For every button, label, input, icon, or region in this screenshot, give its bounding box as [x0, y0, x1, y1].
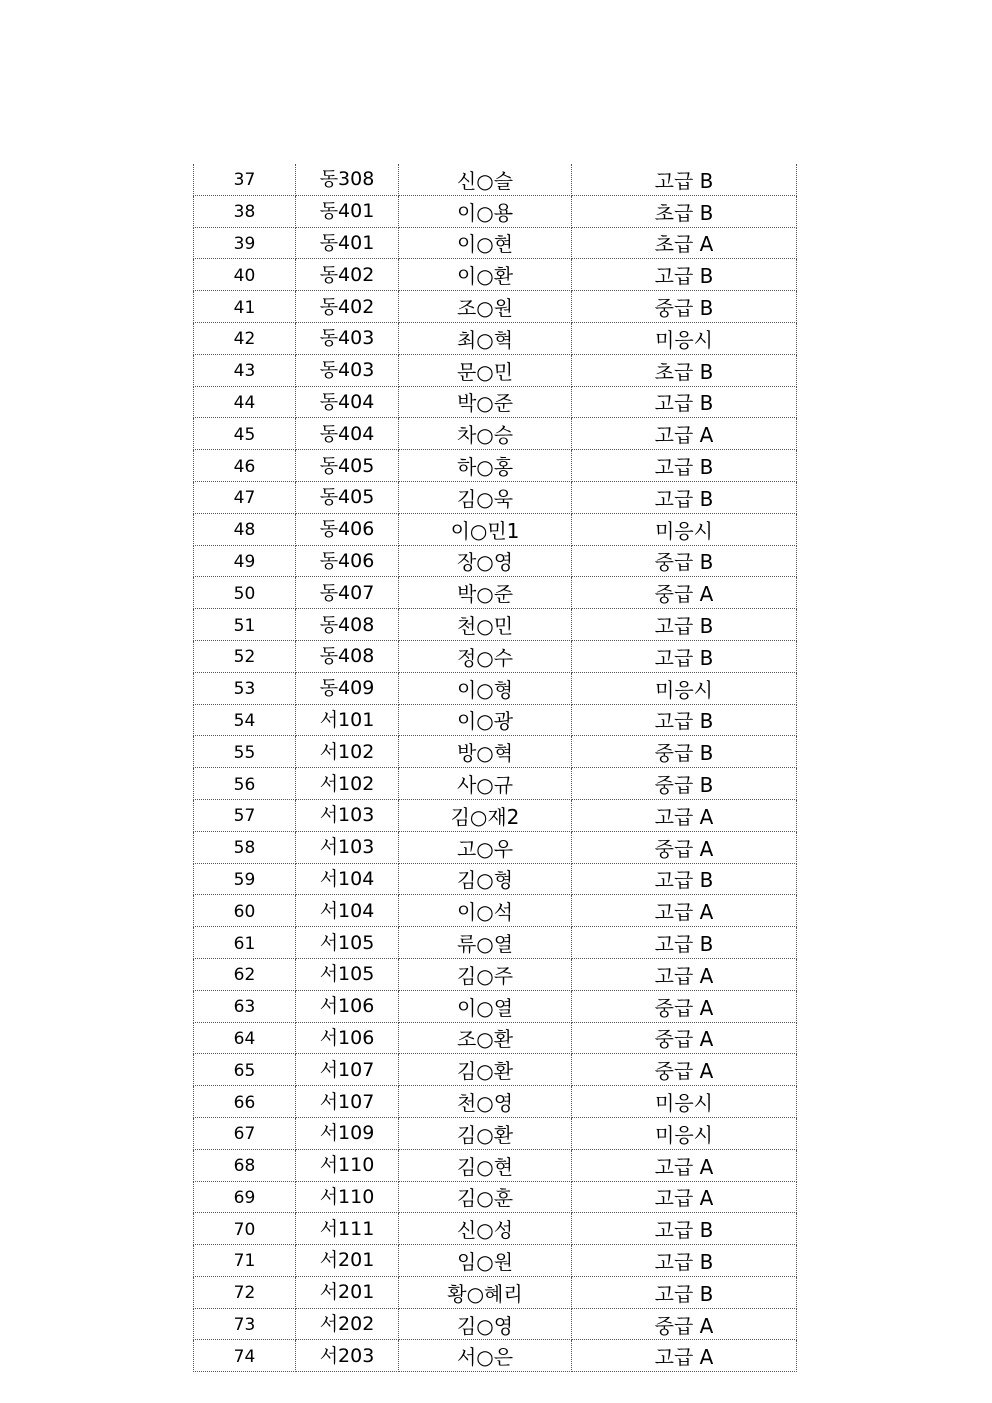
- name-cell: 이○형: [399, 672, 572, 704]
- table-row: [194, 1340, 797, 1372]
- row-number-cell: 49: [194, 545, 296, 577]
- grade-cell: 고급 B: [572, 704, 797, 736]
- table-row: [194, 958, 797, 990]
- unit-cell: 동408: [296, 609, 399, 641]
- name-cell: 고○우: [399, 831, 572, 863]
- row-number-cell: 45: [194, 418, 296, 450]
- unit-cell: 동407: [296, 577, 399, 609]
- name-cell: 이○광: [399, 704, 572, 736]
- grade-cell: 고급 A: [572, 799, 797, 831]
- table-row: [194, 164, 797, 195]
- unit-cell: 서102: [296, 768, 399, 800]
- row-number-cell: 41: [194, 291, 296, 323]
- table-row: [194, 799, 797, 831]
- name-cell: 천○민: [399, 609, 572, 641]
- table-row: [194, 1181, 797, 1213]
- name-cell: 사○규: [399, 768, 572, 800]
- row-number-cell: 59: [194, 863, 296, 895]
- unit-cell: 서109: [296, 1117, 399, 1149]
- unit-cell: 서102: [296, 736, 399, 768]
- table-row: [194, 1054, 797, 1086]
- unit-cell: 동408: [296, 640, 399, 672]
- unit-cell: 동404: [296, 386, 399, 418]
- row-number-cell: 50: [194, 577, 296, 609]
- table-row: [194, 736, 797, 768]
- name-cell: 이○환: [399, 259, 572, 291]
- row-number-cell: 55: [194, 736, 296, 768]
- grade-cell: 고급 A: [572, 1340, 797, 1372]
- row-number-cell: 47: [194, 481, 296, 513]
- table-row: [194, 863, 797, 895]
- table-row: [194, 704, 797, 736]
- unit-cell: 서106: [296, 1022, 399, 1054]
- unit-cell: 동405: [296, 481, 399, 513]
- table-row: [194, 640, 797, 672]
- unit-cell: 서106: [296, 990, 399, 1022]
- grade-cell: 중급 A: [572, 1022, 797, 1054]
- table-row: [194, 513, 797, 545]
- table-row: [194, 768, 797, 800]
- grade-cell: 고급 B: [572, 259, 797, 291]
- row-number-cell: 56: [194, 768, 296, 800]
- row-number-cell: 74: [194, 1340, 296, 1372]
- name-cell: 조○원: [399, 291, 572, 323]
- name-cell: 신○성: [399, 1213, 572, 1245]
- grade-cell: 고급 A: [572, 1181, 797, 1213]
- grade-cell: 미응시: [572, 1117, 797, 1149]
- row-number-cell: 69: [194, 1181, 296, 1213]
- row-number-cell: 57: [194, 799, 296, 831]
- row-number-cell: 44: [194, 386, 296, 418]
- name-cell: 이○열: [399, 990, 572, 1022]
- unit-cell: 서104: [296, 895, 399, 927]
- grade-cell: 고급 B: [572, 386, 797, 418]
- table-row: [194, 259, 797, 291]
- row-number-cell: 48: [194, 513, 296, 545]
- name-cell: 이○현: [399, 227, 572, 259]
- table-row: [194, 545, 797, 577]
- name-cell: 임○원: [399, 1245, 572, 1277]
- name-cell: 정○수: [399, 640, 572, 672]
- row-number-cell: 72: [194, 1276, 296, 1308]
- grade-cell: 중급 A: [572, 577, 797, 609]
- table-row: [194, 895, 797, 927]
- unit-cell: 동401: [296, 227, 399, 259]
- row-number-cell: 46: [194, 450, 296, 482]
- name-cell: 박○준: [399, 386, 572, 418]
- grade-cell: 고급 B: [572, 927, 797, 959]
- name-cell: 류○열: [399, 927, 572, 959]
- table-row: [194, 990, 797, 1022]
- table-row: [194, 195, 797, 227]
- grade-cell: 고급 A: [572, 1149, 797, 1181]
- name-cell: 이○민1: [399, 513, 572, 545]
- grade-cell: 미응시: [572, 322, 797, 354]
- unit-cell: 동409: [296, 672, 399, 704]
- grade-cell: 고급 B: [572, 1245, 797, 1277]
- table-row: [194, 609, 797, 641]
- row-number-cell: 51: [194, 609, 296, 641]
- table-row: [194, 1245, 797, 1277]
- name-cell: 문○민: [399, 354, 572, 386]
- grade-cell: 초급 B: [572, 195, 797, 227]
- name-cell: 천○영: [399, 1086, 572, 1118]
- unit-cell: 서107: [296, 1086, 399, 1118]
- name-cell: 방○혁: [399, 736, 572, 768]
- table-row: [194, 831, 797, 863]
- grade-cell: 고급 B: [572, 609, 797, 641]
- row-number-cell: 64: [194, 1022, 296, 1054]
- row-number-cell: 63: [194, 990, 296, 1022]
- unit-cell: 서103: [296, 831, 399, 863]
- name-cell: 하○홍: [399, 450, 572, 482]
- grade-cell: 중급 B: [572, 291, 797, 323]
- unit-cell: 동403: [296, 354, 399, 386]
- table-row: [194, 672, 797, 704]
- unit-cell: 서203: [296, 1340, 399, 1372]
- table-row: [194, 481, 797, 513]
- document-page: [193, 164, 797, 1372]
- table-body: [194, 164, 797, 1372]
- name-cell: 김○환: [399, 1117, 572, 1149]
- grade-cell: 중급 B: [572, 768, 797, 800]
- table-row: [194, 1213, 797, 1245]
- row-number-cell: 73: [194, 1308, 296, 1340]
- table-row: [194, 354, 797, 386]
- row-number-cell: 43: [194, 354, 296, 386]
- name-cell: 차○승: [399, 418, 572, 450]
- unit-cell: 동403: [296, 322, 399, 354]
- unit-cell: 서103: [296, 799, 399, 831]
- row-number-cell: 60: [194, 895, 296, 927]
- grade-cell: 고급 B: [572, 1213, 797, 1245]
- table-row: [194, 227, 797, 259]
- row-number-cell: 70: [194, 1213, 296, 1245]
- name-cell: 장○영: [399, 545, 572, 577]
- unit-cell: 서107: [296, 1054, 399, 1086]
- name-cell: 김○훈: [399, 1181, 572, 1213]
- grade-cell: 고급 B: [572, 640, 797, 672]
- table-row: [194, 1276, 797, 1308]
- unit-cell: 동402: [296, 291, 399, 323]
- grade-cell: 미응시: [572, 1086, 797, 1118]
- unit-cell: 동405: [296, 450, 399, 482]
- name-cell: 김○재2: [399, 799, 572, 831]
- table-row: [194, 1117, 797, 1149]
- row-number-cell: 42: [194, 322, 296, 354]
- name-cell: 김○주: [399, 958, 572, 990]
- grade-cell: 고급 B: [572, 481, 797, 513]
- row-number-cell: 62: [194, 958, 296, 990]
- unit-cell: 서105: [296, 958, 399, 990]
- row-number-cell: 58: [194, 831, 296, 863]
- unit-cell: 서110: [296, 1181, 399, 1213]
- grade-cell: 중급 A: [572, 831, 797, 863]
- unit-cell: 서201: [296, 1276, 399, 1308]
- row-number-cell: 54: [194, 704, 296, 736]
- row-number-cell: 40: [194, 259, 296, 291]
- name-cell: 이○용: [399, 195, 572, 227]
- table-row: [194, 1022, 797, 1054]
- name-cell: 김○현: [399, 1149, 572, 1181]
- name-cell: 신○슬: [399, 164, 572, 195]
- grade-cell: 초급 B: [572, 354, 797, 386]
- row-number-cell: 37: [194, 164, 296, 195]
- row-number-cell: 61: [194, 927, 296, 959]
- name-cell: 황○혜리: [399, 1276, 572, 1308]
- row-number-cell: 65: [194, 1054, 296, 1086]
- grade-cell: 중급 B: [572, 736, 797, 768]
- grade-cell: 초급 A: [572, 227, 797, 259]
- grade-cell: 미응시: [572, 672, 797, 704]
- unit-cell: 동402: [296, 259, 399, 291]
- table-row: [194, 1086, 797, 1118]
- grade-cell: 고급 A: [572, 418, 797, 450]
- grade-cell: 중급 A: [572, 990, 797, 1022]
- grade-cell: 중급 A: [572, 1308, 797, 1340]
- grade-cell: 중급 B: [572, 545, 797, 577]
- table-row: [194, 450, 797, 482]
- unit-cell: 서104: [296, 863, 399, 895]
- unit-cell: 동406: [296, 545, 399, 577]
- name-cell: 김○형: [399, 863, 572, 895]
- row-number-cell: 68: [194, 1149, 296, 1181]
- name-cell: 박○준: [399, 577, 572, 609]
- name-cell: 김○환: [399, 1054, 572, 1086]
- grade-cell: 고급 B: [572, 1276, 797, 1308]
- name-cell: 조○환: [399, 1022, 572, 1054]
- unit-cell: 동406: [296, 513, 399, 545]
- name-cell: 최○혁: [399, 322, 572, 354]
- unit-cell: 동308: [296, 164, 399, 195]
- grade-cell: 고급 A: [572, 895, 797, 927]
- table-row: [194, 577, 797, 609]
- unit-cell: 서101: [296, 704, 399, 736]
- unit-cell: 서201: [296, 1245, 399, 1277]
- row-number-cell: 67: [194, 1117, 296, 1149]
- table-row: [194, 927, 797, 959]
- grade-cell: 고급 B: [572, 164, 797, 195]
- grade-cell: 고급 B: [572, 863, 797, 895]
- row-number-cell: 66: [194, 1086, 296, 1118]
- table-row: [194, 322, 797, 354]
- unit-cell: 동401: [296, 195, 399, 227]
- row-number-cell: 52: [194, 640, 296, 672]
- name-cell: 김○욱: [399, 481, 572, 513]
- name-cell: 이○석: [399, 895, 572, 927]
- grade-cell: 미응시: [572, 513, 797, 545]
- row-number-cell: 53: [194, 672, 296, 704]
- table-row: [194, 386, 797, 418]
- name-cell: 서○은: [399, 1340, 572, 1372]
- grade-cell: 중급 A: [572, 1054, 797, 1086]
- unit-cell: 서111: [296, 1213, 399, 1245]
- table-row: [194, 418, 797, 450]
- row-number-cell: 38: [194, 195, 296, 227]
- unit-cell: 서105: [296, 927, 399, 959]
- grade-cell: 고급 B: [572, 450, 797, 482]
- results-table: [193, 164, 797, 1372]
- unit-cell: 서202: [296, 1308, 399, 1340]
- table-row: [194, 1308, 797, 1340]
- name-cell: 김○영: [399, 1308, 572, 1340]
- table-row: [194, 1149, 797, 1181]
- table-row: [194, 291, 797, 323]
- unit-cell: 서110: [296, 1149, 399, 1181]
- row-number-cell: 71: [194, 1245, 296, 1277]
- grade-cell: 고급 A: [572, 958, 797, 990]
- unit-cell: 동404: [296, 418, 399, 450]
- row-number-cell: 39: [194, 227, 296, 259]
